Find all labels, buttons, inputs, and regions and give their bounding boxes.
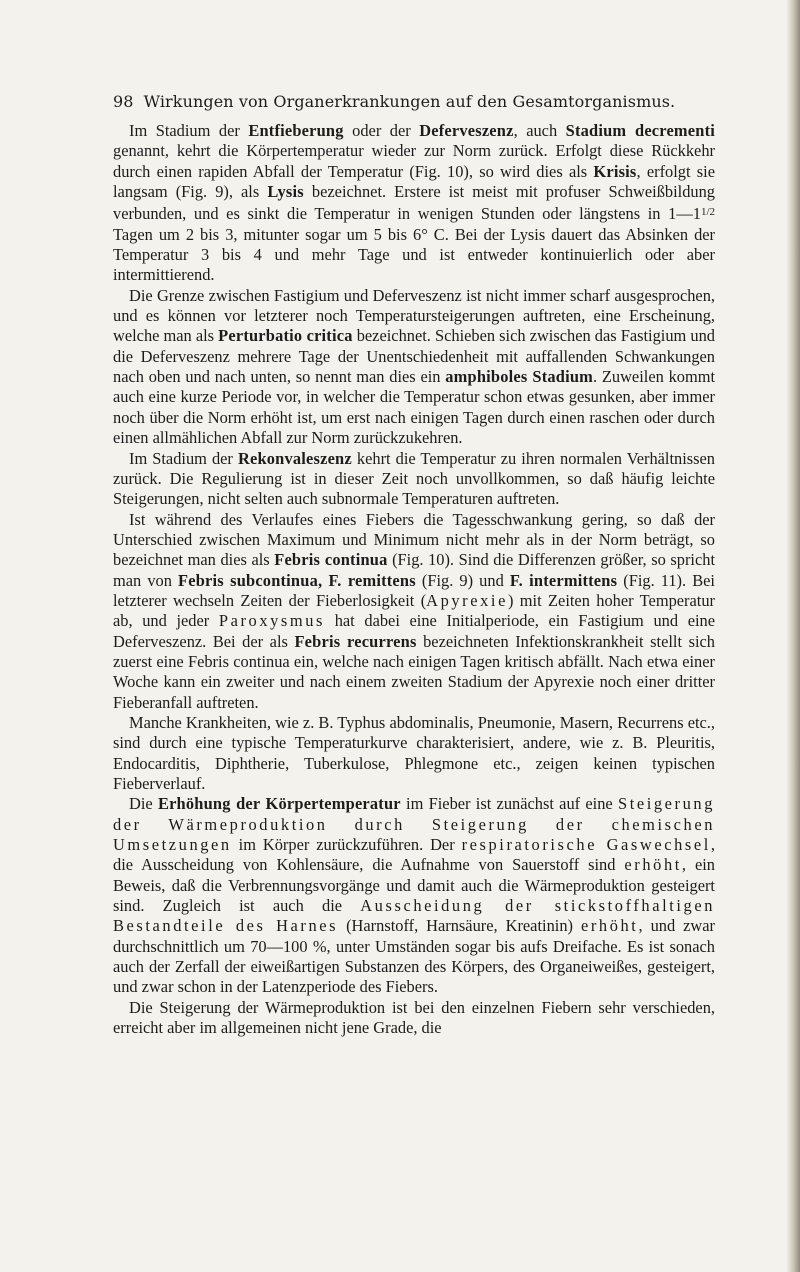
body-text xyxy=(113,121,715,1038)
keyword-lysis: Lysis xyxy=(267,182,304,202)
page-number: 98 xyxy=(113,92,134,111)
spaced-erhoeht-2: erhöht xyxy=(580,916,639,936)
keyword-febris-continua: Febris continua xyxy=(274,550,388,570)
paragraph-steigerung: Die Steigerung der Wärmeproduktion ist bei den einzelnen Fiebern sehr verschieden, erreicht aber im allgemeinen nicht jene Grade, die xyxy=(113,997,715,1038)
keyword-deferveszenz: Deferveszenz xyxy=(419,121,514,140)
keyword-perturbatio-critica: Perturbatio critica xyxy=(218,326,353,346)
paragraph-krankheiten: Manche Krankheiten, wie z. B. Typhus abdominalis, Pneumonie, Masern, Recurrens etc., sind durch eine typische Temperaturkurve charakterisiert, andere, wie z. B. Pleuritis, Endocarditis, Diphtherie, Tuberkulose, Phlegmone etc., zeigen keinen typischen Fieberverlauf. xyxy=(113,712,715,793)
spaced-apyrexie: Apyrexie xyxy=(426,590,508,610)
spaced-steigerung-waermeproduktion: Steigerung der Wärmeproduktion durch Steigerung der chemischen Umsetzungen xyxy=(113,794,715,855)
keyword-f-intermittens: F. intermittens xyxy=(509,570,618,590)
paragraph-entfieberung: Im Stadium der Entfieberung oder der Deferveszenz, auch Stadium decrementi genannt, kehrt die Körpertemperatur wieder zur Norm zurück. Erfolgt diese Rückkehr durch einen rapiden Abfall der Temperatur (Fig. 10), so wird dies als Krisis, erfolgt sie langsam (Fig. 9), als Lysis bezeichnet. Erstere ist meist mit profuser Schweißbildung verbunden, und es sinkt die Temperatur in wenigen Stunden oder längstens in $1—1^{1/2}$ Tagen um 2 bis 3, mitunter sogar um 5 bis 6° C. Bei der Lysis dauert das Absinken der Temperatur 3 bis 4 und mehr Tage und ist entweder kontinuierlich oder aber intermittierend. xyxy=(113,121,715,285)
running-header xyxy=(113,92,713,111)
paragraph-rekonvaleszenz: Im Stadium der Rekonvaleszenz kehrt die Temperatur zu ihren normalen Verhältnissen zurück. Die Regulierung ist in dieser Zeit noch unvollkommen, so daß häufig leichte Steigerungen, nicht selten auch subnormale Temperaturen auftreten. xyxy=(113,448,715,509)
keyword-rekonvaleszenz: Rekonvaleszenz xyxy=(237,448,352,468)
spaced-erhoeht-1: erhöht xyxy=(624,855,682,875)
keyword-erhoehung-koerpertemperatur: Erhöhung der Körpertemperatur xyxy=(157,794,401,814)
spaced-ausscheidung: Ausscheidung der stickstoffhaltigen Bestandteile des Harnes xyxy=(113,896,715,936)
keyword-amphiboles-stadium: amphiboles Stadium xyxy=(445,367,594,387)
spaced-paroxysmus: Paroxysmus xyxy=(218,611,326,631)
keyword-entfieberung: Entfieberung xyxy=(248,121,344,140)
page-edge-shadow xyxy=(786,0,800,1272)
keyword-krisis: Krisis xyxy=(593,161,637,181)
paragraph-erhoehung: Die Erhöhung der Körpertemperatur im Fieber ist zunächst auf eine Steigerung der Wärmeproduktion durch Steigerung der chemischen Umsetzungen im Körper zurückzuführen. Der respiratorische Gaswechsel, die Ausscheidung von Kohlensäure, die Aufnahme von Sauerstoff sind erhöht, ein Beweis, daß die Verbrennungsvorgänge und damit auch die Wärmeproduktion gesteigert sind. Zugleich ist auch die Ausscheidung der stickstoffhaltigen Bestandteile des Harnes (Harnstoff, Harnsäure, Kreatinin) erhöht, und zwar durchschnittlich um 70—100 %, unter Umständen sogar bis aufs Dreifache. Es ist sonach auch der Zerfall der eiweißartigen Substanzen des Körpers, des Organeiweißes, gesteigert, und zwar schon in der Latenzperiode des Fiebers. xyxy=(113,794,716,997)
running-title: Wirkungen von Organerkrankungen auf den Gesamtorganismus. xyxy=(143,92,676,111)
keyword-febris-recurrens: Febris recurrens xyxy=(294,631,417,651)
paragraph-febris-types: Ist während des Verlaufes eines Fiebers die Tagesschwankung gering, so daß der Unterschied zwischen Maximum und Minimum nicht mehr als in der Norm beträgt, so bezeichnet man dies als Febris continua (Fig. 10). Sind die Differenzen größer, so spricht man von Febris subcontinua, F. remittens (Fig. 9) und F. intermittens (Fig. 11). Bei letzterer wechseln Zeiten der Fieberlosigkeit (Apyrexie) mit Zeiten hoher Temperatur ab, und jeder Paroxysmus hat dabei eine Initialperiode, ein Fastigium und eine Deferveszenz. Bei der als Febris recurrens bezeichneten Infektionskrankheit stellt sich zuerst eine Febris continua ein, welche nach einigen Tagen kritisch abfällt. Nach etwa einer Woche kann ein zweiter und nach einem zweiten Stadium der Apyrexie noch einer dritter Fieberanfall auftreten. xyxy=(113,509,715,712)
keyword-febris-subcontinua: Febris subcontinua, F. remittens xyxy=(178,570,416,590)
fraction-half: 1/2 xyxy=(700,206,715,219)
paragraph-perturbatio: Die Grenze zwischen Fastigium und Deferveszenz ist nicht immer scharf ausgesprochen, und es können vor letzterer noch Temperatursteigerungen auftreten, eine Erscheinung, welche man als Perturbatio critica bezeichnet. Schieben sich zwischen das Fastigium und die Deferveszenz mehrere Tage der Unentschiedenheit mit auffallenden Schwankungen nach oben und nach unten, so nennt man dies ein amphiboles Stadium. Zuweilen kommt auch eine kurze Periode vor, in welcher die Temperatur schon etwas gesunken, aber immer noch über die Norm erhöht ist, um erst nach einigen Tagen durch einen raschen oder durch einen allmählichen Abfall zur Norm zurückzukehren. xyxy=(113,285,716,448)
keyword-stadium-decrementi: Stadium decrementi xyxy=(565,121,715,140)
spaced-gaswechsel: respiratorische Gaswechsel xyxy=(461,835,711,855)
